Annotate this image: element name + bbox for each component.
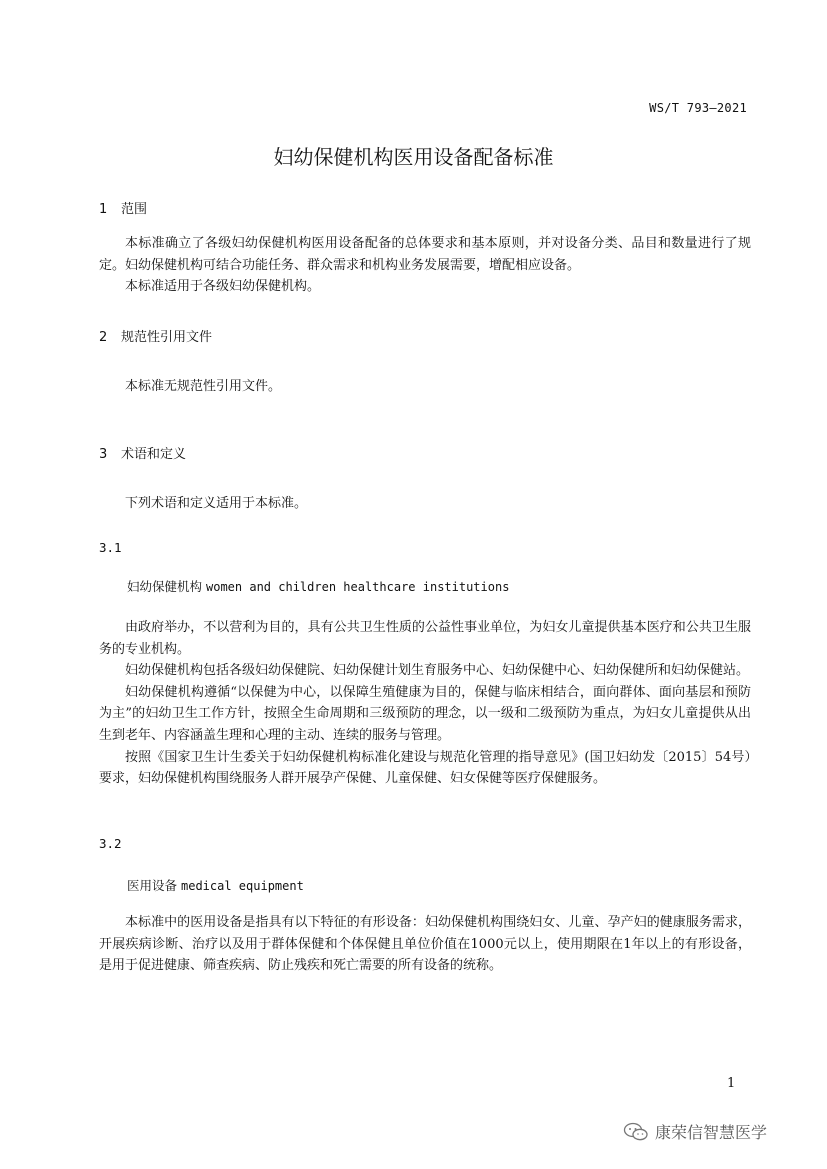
section-title: 术语和定义	[121, 447, 187, 462]
term-definition	[99, 617, 751, 790]
term-en: medical equipment	[181, 879, 304, 893]
section-number: 2	[99, 330, 108, 345]
paragraph: 妇幼保健机构遵循“以保健为中心，以保障生殖健康为目的，保健与临床相结合，面向群体、面向基层和预防为主”的妇幼卫生工作方针，按照全生命周期和三级预防的理念，以一级和二级预防为重点，为妇女儿童提供从出生到老年、内容涵盖生理和心理的主动、连续的服务与管理。	[99, 684, 751, 743]
term-en: women and children healthcare institutions	[206, 580, 510, 594]
section-heading-scope	[99, 198, 147, 217]
section-body-scope	[99, 233, 751, 298]
term-zh: 医用设备	[127, 878, 178, 893]
section-number: 3	[99, 447, 108, 462]
section-body-terms	[99, 493, 751, 515]
wechat-icon	[623, 1122, 649, 1142]
paragraph: 妇幼保健机构包括各级妇幼保健院、妇幼保健计划生育服务中心、妇幼保健中心、妇幼保健所和妇幼保健站。	[125, 663, 750, 679]
term-definition	[99, 912, 751, 977]
term-number: 3.1	[99, 540, 122, 555]
paragraph: 本标准适用于各级妇幼保健机构。	[125, 279, 321, 295]
term-heading	[127, 577, 509, 595]
page-number: 1	[727, 1076, 736, 1091]
term-zh: 妇幼保健机构	[127, 579, 203, 594]
document-title: 妇幼保健机构医用设备配备标准	[273, 145, 554, 169]
section-heading-references	[99, 326, 212, 345]
term-heading	[127, 876, 304, 894]
section-title: 范围	[121, 202, 148, 217]
section-heading-terms	[99, 443, 186, 462]
section-number: 1	[99, 202, 108, 217]
paragraph: 本标准无规范性引用文件。	[125, 379, 282, 394]
standard-code: WS/T 793—2021	[649, 101, 747, 115]
section-title: 规范性引用文件	[121, 330, 213, 345]
term-number: 3.2	[99, 836, 122, 851]
paragraph: 本标准确立了各级妇幼保健机构医用设备配备的总体要求和基本原则，并对设备分类、品目和数量进行了规定。妇幼保健机构可结合功能任务、群众需求和机构业务发展需要，增配相应设备。	[99, 236, 751, 273]
watermark-text: 康荣信智慧医学	[655, 1123, 768, 1142]
paragraph: 下列术语和定义适用于本标准。	[125, 496, 308, 511]
paragraph: 本标准中的医用设备是指具有以下特征的有形设备：妇幼保健机构围绕妇女、儿童、孕产妇的健康服务需求，开展疾病诊断、治疗以及用于群体保健和个体保健且单位价值在1000元以上，使用期限在1年以上的有形设备，是用于促进健康、筛查疾病、防止残疾和死亡需要的所有设备的统称。	[99, 915, 751, 974]
section-body-references	[99, 376, 751, 398]
watermark	[623, 1120, 767, 1143]
paragraph: 由政府举办，不以营利为目的，具有公共卫生性质的公益性事业单位，为妇女儿童提供基本医疗和公共卫生服务的专业机构。	[99, 620, 751, 657]
paragraph: 按照《国家卫生计生委关于妇幼保健机构标准化建设与规范化管理的指导意见》(国卫妇幼发〔2015〕54号）要求，妇幼保健机构围绕服务人群开展孕产保健、儿童保健、妇女保健等医疗保健服务。	[99, 749, 751, 787]
